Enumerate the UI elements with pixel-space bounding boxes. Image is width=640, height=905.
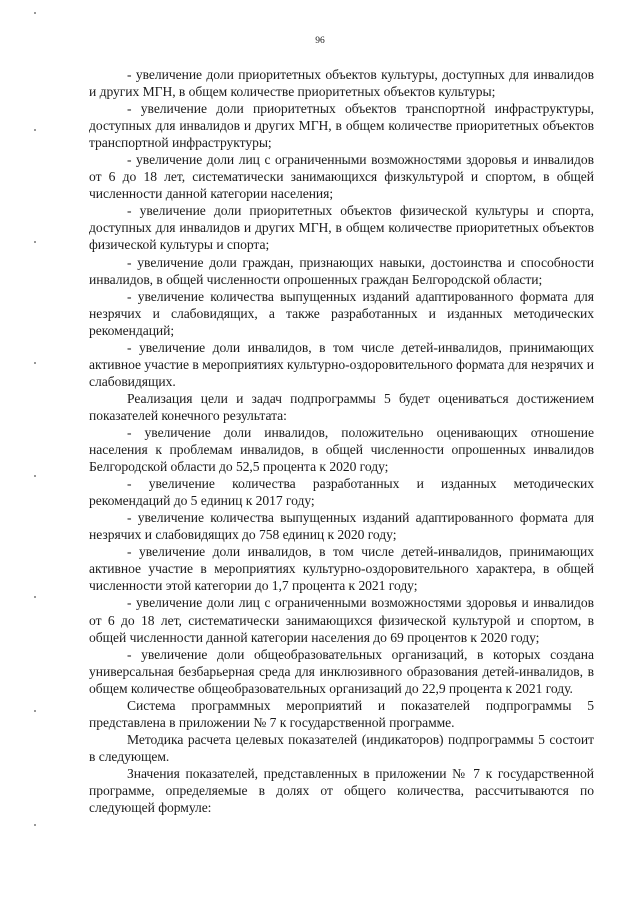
paragraph: Система программных мероприятий и показателей подпрограммы 5 представлена в приложении № 7 к государственной программе. bbox=[89, 697, 594, 730]
paragraph: - увеличение количества разработанных и изданных методических рекомендаций до 5 единиц к 2017 году; bbox=[89, 476, 594, 509]
page-number: 96 bbox=[315, 36, 325, 46]
margin-mark bbox=[34, 596, 36, 598]
paragraph: - увеличение доли общеобразовательных организаций, в которых создана универсальная безбарьерная среда для инклюзивного образования детей-инвалидов, в общем количестве общеобразовательных организаций до 22,9 процента к 2021 году. bbox=[89, 646, 594, 696]
paragraph: - увеличение доли граждан, признающих навыки, достоинства и способности инвалидов, в общей численности опрошенных граждан Белгородской области; bbox=[89, 254, 594, 287]
paragraph: - увеличение доли лиц с ограниченными возможностями здоровья и инвалидов от 6 до 18 лет, систематически занимающихся физической культурой и спортом, в общей численности данной категории населения до 69 процентов к 2020 году; bbox=[89, 595, 594, 645]
paragraph: - увеличение доли приоритетных объектов транспортной инфраструктуры, доступных для инвалидов и других МГН, в общем количестве приоритетных объектов транспортной инфраструктуры; bbox=[89, 101, 594, 151]
margin-mark bbox=[34, 710, 36, 712]
margin-mark bbox=[34, 824, 36, 826]
paragraph: Реализация цели и задач подпрограммы 5 будет оцениваться достижением показателей конечного результата: bbox=[89, 390, 594, 423]
paragraph: Значения показателей, представленных в приложении № 7 к государственной программе, определяемые в долях от общего количества, рассчитываются по следующей формуле: bbox=[89, 765, 594, 816]
margin-mark bbox=[34, 362, 36, 364]
paragraph: - увеличение доли лиц с ограниченными возможностями здоровья и инвалидов от 6 до 18 лет, систематически занимающихся физкультурой и спортом, в общей численности данной категории населения; bbox=[89, 152, 594, 202]
paragraph: Методика расчета целевых показателей (индикаторов) подпрограммы 5 состоит в следующем. bbox=[89, 731, 594, 764]
paragraph: - увеличение доли приоритетных объектов культуры, доступных для инвалидов и других МГН, в общем количестве приоритетных объектов культуры; bbox=[89, 67, 594, 100]
margin-mark bbox=[34, 241, 36, 243]
paragraph: - увеличение доли приоритетных объектов физической культуры и спорта, доступных для инвалидов и других МГН, в общем количестве приоритетных объектов физической культуры и спорта; bbox=[89, 203, 594, 253]
margin-mark bbox=[34, 12, 36, 14]
margin-mark bbox=[34, 129, 36, 131]
margin-mark bbox=[34, 475, 36, 477]
paragraph: - увеличение количества выпущенных изданий адаптированного формата для незрячих и слабовидящих, а также разработанных и изданных методических рекомендаций; bbox=[89, 288, 594, 338]
paragraph: - увеличение доли инвалидов, положительно оценивающих отношение населения к проблемам инвалидов, в общей численности опрошенных инвалидов Белгородской области до 52,5 процента к 2020 году; bbox=[89, 424, 594, 475]
paragraph: - увеличение доли инвалидов, в том числе детей-инвалидов, принимающих активное участие в мероприятиях культурно-оздоровительного характера, в общей численности этой категории до 1,7 процента к 2021 году; bbox=[89, 544, 594, 594]
document-body bbox=[89, 66, 594, 816]
paragraph: - увеличение количества выпущенных изданий адаптированного формата для незрячих и слабовидящих до 758 единиц к 2020 году; bbox=[89, 510, 594, 543]
paragraph: - увеличение доли инвалидов, в том числе детей-инвалидов, принимающих активное участие в мероприятиях культурно-оздоровительного формата для незрячих и слабовидящих. bbox=[89, 339, 594, 389]
